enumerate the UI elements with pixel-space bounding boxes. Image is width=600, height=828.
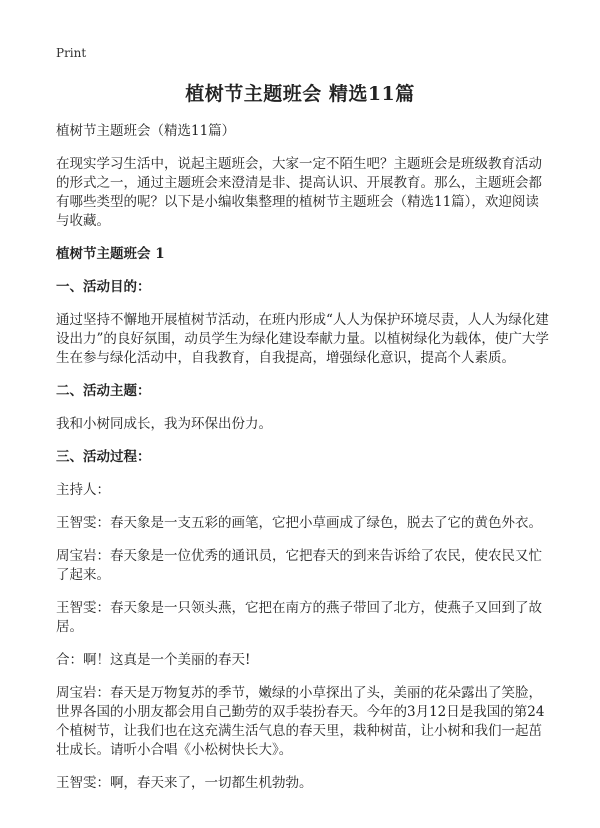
dialogue-line: 王智雯：春天象是一只领头燕，它把在南方的燕子带回了北方，使燕子又回到了故居。 <box>56 600 542 635</box>
dialogue-line: 周宝岩：春天是万物复苏的季节，嫩绿的小草探出了头，美丽的花朵露出了笑脸，世界各国的小朋友都会用自己勤劳的双手装扮春天。今年的3月12日是我国的第24个植树节，让我们也在这充满生活气息的春天里，栽种树苗，让小树和我们一起茁壮成长。请听小合唱《小松树快长大》。 <box>56 685 545 758</box>
dialogue-line: 周宝岩：春天象是一位优秀的通讯员，它把春天的到来告诉给了农民，使农民又忙了起来。 <box>56 548 542 583</box>
document-title: 植树节主题班会 精选11篇 <box>185 83 415 105</box>
dialogue-line: 王智雯：啊，春天来了，一切都生机勃勃。 <box>56 775 313 791</box>
heading-theme: 二、活动主题： <box>56 383 151 399</box>
dialogue-line: 王智雯：春天象是一支五彩的画笔，它把小草画成了绿色，脱去了它的黄色外衣。 <box>56 515 542 531</box>
host-label: 主持人： <box>56 482 110 498</box>
purpose-paragraph: 通过坚持不懈地开展植树节活动，在班内形成“人人为保护环境尽责，人人为绿化建设出力”的良好氛围，动员学生为绿化建设奉献力量。以植树绿化为载体，使广大学生在参与绿化活动中，自我教育，自我提高，增强绿化意识，提高个人素质。 <box>56 312 549 366</box>
dialogue-line: 合：啊！这真是一个美丽的春天! <box>56 652 251 668</box>
heading-process: 三、活动过程： <box>56 449 151 465</box>
print-link[interactable]: Print <box>56 46 87 60</box>
theme-paragraph: 我和小树同成长，我为环保出份力。 <box>56 416 272 432</box>
heading-purpose: 一、活动目的： <box>56 279 151 295</box>
section-title: 植树节主题班会 1 <box>56 246 165 262</box>
intro-paragraph: 在现实学习生活中，说起主题班会，大家一定不陌生吧？主题班会是班级教育活动的形式之一，通过主题班会来澄清是非、提高认识、开展教育。那么，主题班会都有哪些类型的呢？以下是小编收集整理的植树节主题班会（精选11篇），欢迎阅读与收藏。 <box>56 156 542 229</box>
document-body <box>56 122 552 807</box>
document-subtitle: 植树节主题班会（精选11篇） <box>56 123 236 139</box>
